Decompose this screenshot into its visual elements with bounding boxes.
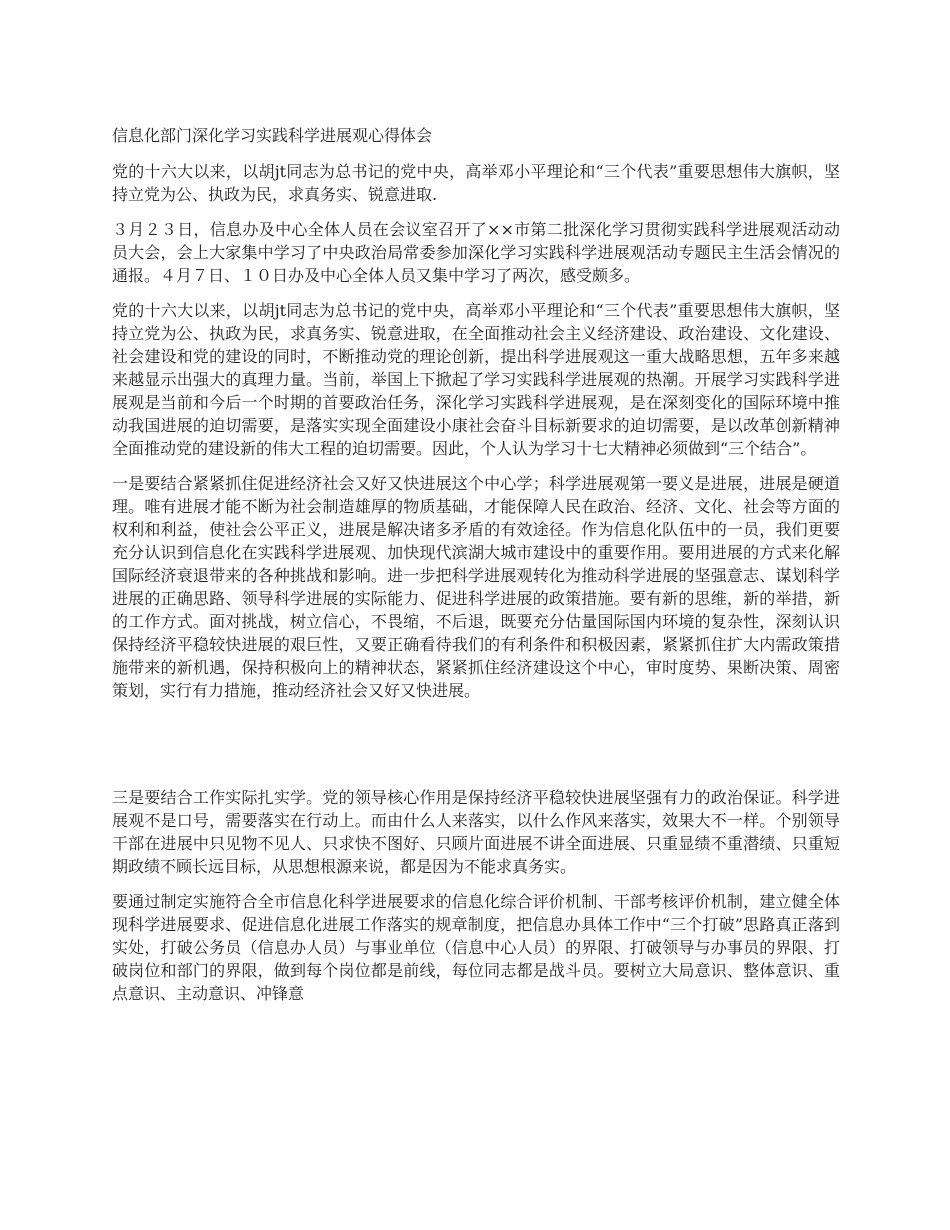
paragraph-point-one: 一是要结合紧紧抓住促进经济社会又好又快进展这个中心学；科学进展观第一要义是进展，进展是硬道理。唯有进展才能不断为社会制造雄厚的物质基础，才能保障人民在政治、经济、文化、社会等方面的权利和利益，使社会公平正义，进展是解决诸多矛盾的有效途径。作为信息化队伍中的一员，我们更要充分认识到信息化在实践科学进展观、加快现代滨湖大城市建设中的重要作用。要用进展的方式来化解国际经济衰退带来的各种挑战和影响。进一步把科学进展观转化为推动科学进展的坚强意志、谋划科学进展的正确思路、领导科学进展的实际能力、促进科学进展的政策措施。要有新的思维，新的举措，新的工作方式。面对挑战，树立信心，不畏缩，不后退，既要充分估量国际国内环境的复杂性，深刻认识保持经济平稳较快进展的艰巨性，又要正确看待我们的有利条件和积极因素，紧紧抓住扩大内需政策措施带来的新机遇，保持积极向上的精神状态，紧紧抓住经济建设这个中心，审时度势、果断决策、周密策划，实行有力措施，推动经济社会又好又快进展。 <box>112 474 840 700</box>
paragraph-theory: 党的十六大以来，以胡jt同志为总书记的党中央，高举邓小平理论和“三个代表”重要思想伟大旗帜，坚持立党为公、执政为民，求真务实、锐意进取，在全面推动社会主义经济建设、政治建设、文化建设、社会建设和党的建设的同时，不断推动党的理论创新，提出科学进展观这一重大战略思想，五年多来越来越显示出强大的真理力量。当前，举国上下掀起了学习实践科学进展观的热潮。开展学习实践科学进展观是当前和今后一个时期的首要政治任务，深化学习实践科学进展观，是在深刻变化的国际环境中推动我国进展的迫切需要，是落实实现全面建设小康社会奋斗目标新要求的迫切需要，是以改革创新精神全面推动党的建设新的伟大工程的迫切需要。因此，个人认为学习十七大精神必须做到“三个结合”。 <box>112 301 840 458</box>
paragraph-meeting: ３月２３日，信息办及中心全体人员在会议室召开了××市第二批深化学习贯彻实践科学进展观活动动员大会，会上大家集中学习了中央政治局常委参加深化学习实践科学进展观活动专题民主生活会情况的通报。４月７日、１０日办及中心全体人员又集中学习了两次，感受颇多。 <box>112 220 840 285</box>
paragraph-mechanism: 要通过制定实施符合全市信息化科学进展要求的信息化综合评价机制、干部考核评价机制，建立健全体现科学进展要求、促进信息化进展工作落实的规章制度，把信息办具体工作中“三个打破”思路真正落到实处，打破公务员（信息办人员）与事业单位（信息中心人员）的界限、打破领导与办事员的界限、打破岗位和部门的界限，做到每个岗位都是前线，每位同志都是战斗员。要树立大局意识、整体意识、重点意识、主动意识、冲锋意 <box>112 892 840 1003</box>
document-title: 信息化部门深化学习实践科学进展观心得体会 <box>112 126 433 145</box>
paragraph-point-three: 三是要结合工作实际扎实学。党的领导核心作用是保持经济平稳较快进展坚强有力的政治保证。科学进展观不是口号，需要落实在行动上。而由什么人来落实，以什么作风来落实，效果大不一样。个别领导干部在进展中只见物不见人、只求快不图好、只顾片面进展不讲全面进展、只重显绩不重潜绩、只重短期政绩不顾长远目标，从思想根源来说，都是因为不能求真务实。 <box>112 788 840 876</box>
paragraph-intro: 党的十六大以来，以胡jt同志为总书记的党中央，高举邓小平理论和“三个代表”重要思想伟大旗帜，坚持立党为公、执政为民，求真务实、锐意进取. <box>112 162 840 204</box>
document-page <box>112 124 840 1017</box>
blank-gap <box>112 714 840 786</box>
